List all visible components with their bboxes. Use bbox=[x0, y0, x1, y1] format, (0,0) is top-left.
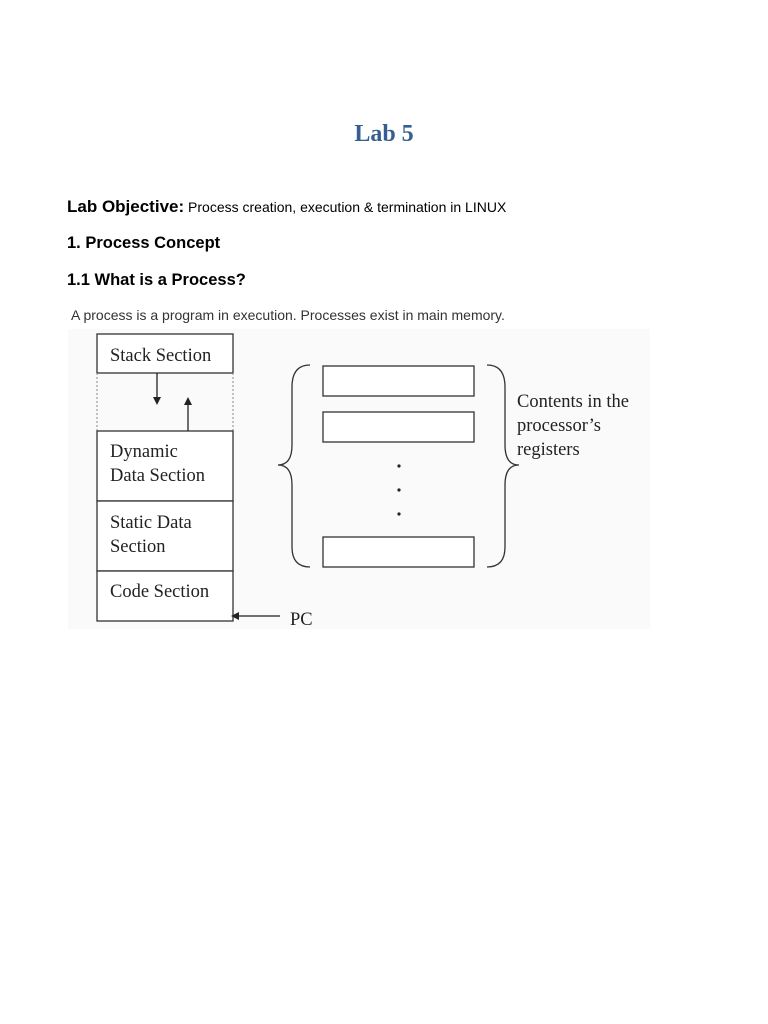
stack-section-label: Stack Section bbox=[110, 346, 212, 366]
objective-label: Lab Objective: bbox=[67, 197, 185, 216]
static-data-label-line2: Section bbox=[110, 537, 166, 557]
static-data-label-line1: Static Data bbox=[110, 513, 192, 533]
pc-label: PC bbox=[290, 610, 313, 629]
register-box-1 bbox=[323, 366, 474, 396]
process-memory-diagram bbox=[68, 329, 650, 629]
objective-text: Process creation, execution & termination in LINUX bbox=[184, 199, 507, 215]
registers-label-line1: Contents in the bbox=[517, 392, 630, 412]
ellipsis-dot-3 bbox=[397, 512, 400, 515]
registers-label-line2: processor’s bbox=[517, 416, 601, 436]
page-title: Lab 5 bbox=[354, 121, 414, 147]
ellipsis-dot-2 bbox=[397, 488, 400, 491]
ellipsis-dot-1 bbox=[397, 464, 400, 467]
heading-process-concept: 1. Process Concept bbox=[67, 234, 221, 252]
static-data-section-box bbox=[97, 501, 233, 571]
register-box-2 bbox=[323, 412, 474, 442]
register-box-last bbox=[323, 537, 474, 567]
lab-objective bbox=[67, 197, 506, 217]
dynamic-data-label-line2: Data Section bbox=[110, 466, 206, 486]
process-definition-paragraph: A process is a program in execution. Processes exist in main memory. bbox=[71, 307, 505, 323]
heading-what-is-a-process: 1.1 What is a Process? bbox=[67, 271, 246, 289]
process-memory-figure bbox=[68, 329, 650, 629]
code-section-label: Code Section bbox=[110, 582, 210, 602]
registers-label-line3: registers bbox=[517, 440, 580, 460]
dynamic-data-label-line1: Dynamic bbox=[110, 442, 178, 462]
